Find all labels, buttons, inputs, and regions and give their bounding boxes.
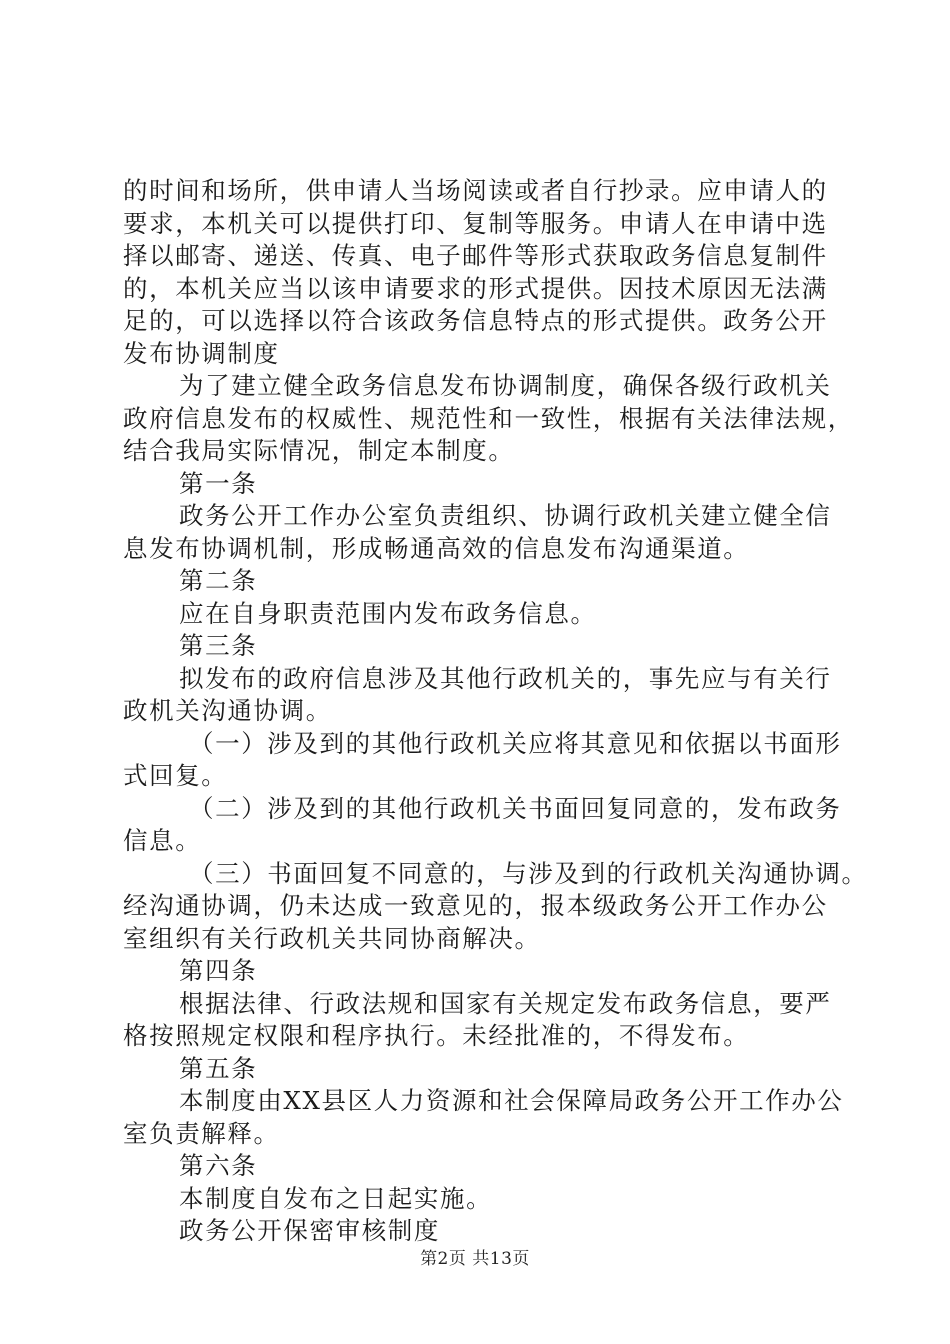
text-line: 室组织有关行政机关共同协商解决。 (123, 923, 541, 953)
text-line: 根据法律、行政法规和国家有关规定发布政务信息，要严 (179, 988, 832, 1018)
text-line: 政机关沟通协调。 (123, 696, 332, 725)
text-line: 政务公开工作办公室负责组织、协调行政机关建立健全信 (179, 501, 832, 530)
text-line: 第三条 (179, 631, 258, 660)
text-line: 第二条 (179, 566, 258, 595)
text-line: 为了建立健全政务信息发布协调制度，确保各级行政机关 (179, 371, 832, 400)
text-line: 室负责解释。 (123, 1118, 280, 1148)
text-line: 本制度由XX县区人力资源和社会保障局政务公开工作办公 (179, 1086, 844, 1115)
text-line: 结合我局实际情况，制定本制度。 (123, 436, 515, 465)
text-line: （一）涉及到的其他行政机关应将其意见和依据以书面形 (189, 728, 842, 758)
text-line: 第四条 (179, 956, 258, 985)
text-line: （二）涉及到的其他行政机关书面回复同意的，发布政务 (189, 793, 842, 823)
text-line: 第一条 (179, 468, 258, 498)
text-line: 要求，本机关可以提供打印、复制等服务。申请人在申请中选 (123, 208, 828, 238)
text-line: 信息。 (123, 826, 202, 855)
text-line: 政府信息发布的权威性、规范性和一致性，根据有关法律法规， (123, 403, 854, 433)
text-line: 发布协调制度 (123, 338, 280, 368)
text-line: 的，本机关应当以该申请要求的形式提供。因技术原因无法满 (123, 273, 828, 303)
text-line: 格按照规定权限和程序执行。未经批准的，不得发布。 (123, 1021, 750, 1050)
text-line: 经沟通协调，仍未达成一致意见的，报本级政务公开工作办公 (123, 891, 828, 920)
text-line: 的时间和场所，供申请人当场阅读或者自行抄录。应申请人的 (123, 176, 828, 205)
text-line: 第六条 (179, 1151, 258, 1180)
text-line: 足的，可以选择以符合该政务信息特点的形式提供。政务公开 (123, 306, 828, 335)
text-line: 息发布协调机制，形成畅通高效的信息发布沟通渠道。 (123, 533, 750, 563)
text-line: 应在自身职责范围内发布政务信息。 (179, 598, 597, 628)
text-line: （三）书面回复不同意的，与涉及到的行政机关沟通协调。 (189, 858, 868, 888)
page-footer: 第2页 共13页 (420, 1249, 530, 1269)
text-line: 拟发布的政府信息涉及其他行政机关的，事先应与有关行 (179, 663, 832, 693)
text-line: 政务公开保密审核制度 (179, 1216, 440, 1245)
text-line: 本制度自发布之日起实施。 (179, 1183, 493, 1213)
text-line: 式回复。 (123, 761, 228, 790)
text-line: 第五条 (179, 1053, 258, 1083)
document-body (123, 175, 868, 1248)
text-line: 择以邮寄、递送、传真、电子邮件等形式获取政务信息复制件 (123, 241, 828, 270)
